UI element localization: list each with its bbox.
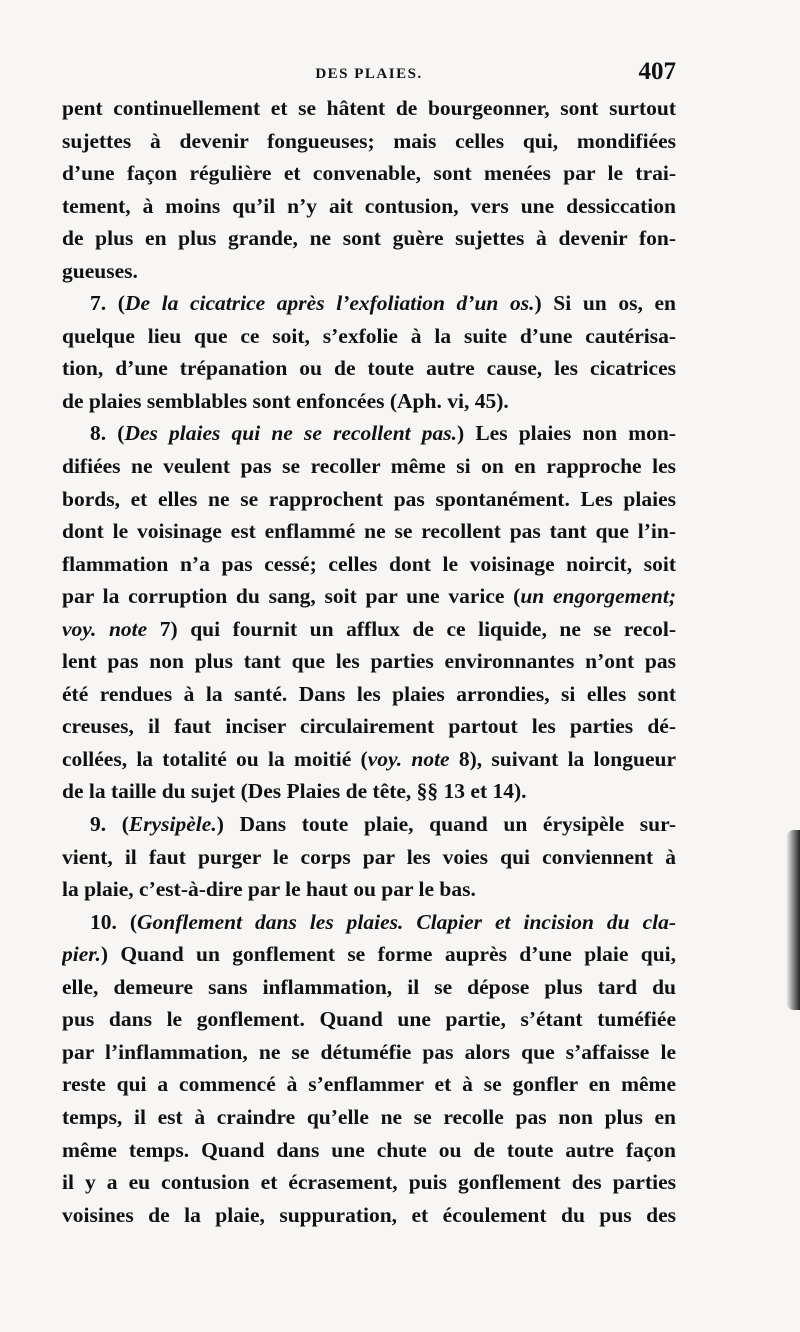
text-segment: même temps. Quand dans une chute ou de toute autre façon [62,1137,676,1162]
text-segment: 8), suivant la longueur [449,746,676,771]
text-line [62,841,676,874]
page-header [62,58,676,92]
text-line [62,1068,676,1101]
italic-text: Gonflement dans les plaies. Clapier et incision du cla- [137,909,676,934]
text-line [62,873,676,906]
text-segment: il y a eu contusion et écrasement, puis gonflement des parties [62,1170,676,1195]
text-segment: difiées ne veulent pas se recoller même si on en rapproche les [62,454,676,479]
text-segment: lent pas non plus tant que les parties environnantes n’ont pas [62,649,676,674]
text-segment: sujettes à devenir fongueuses; mais celles qui, mondifiées [62,128,676,153]
text-segment: creuses, il faut inciser circulairement partout les parties dé- [62,714,676,739]
page-number: 407 [638,58,676,85]
text-segment: 7) qui fournit un afflux de ce liquide, ne se recol- [147,616,676,641]
text-segment: de plus en plus grande, ne sont guère sujettes à devenir fon- [62,226,676,251]
text-line [62,971,676,1004]
text-line [62,1166,676,1199]
text-line [62,645,676,678]
text-line [62,678,676,711]
text-segment: de plaies semblables sont enfoncées (Aph. vi, 45). [62,388,509,413]
page-edge-shadow [786,830,800,1010]
text-line [62,450,676,483]
text-segment: elle, demeure sans inflammation, il se dépose plus tard du [62,974,676,999]
text-line [62,1003,676,1036]
text-segment: ) Les plaies non mon- [457,421,676,446]
text-segment: pus dans le gonflement. Quand une partie, s’étant tuméfiée [62,1007,676,1032]
text-line [62,385,676,418]
text-line [62,320,676,353]
text-segment: vient, il faut purger le corps par les voies qui conviennent à [62,844,676,869]
text-segment: voisines de la plaie, suppuration, et écoulement du pus des [62,1202,676,1227]
text-line [62,1101,676,1134]
text-line [62,1134,676,1167]
text-segment: quelque lieu que ce soit, s’exfolie à la suite d’une cautérisa- [62,323,676,348]
text-line [62,775,676,808]
text-line [62,515,676,548]
italic-text: De la cicatrice après l’exfoliation d’un os. [124,291,535,316]
italic-text: voy. note [367,746,450,771]
text-line [62,1036,676,1069]
text-line [62,743,676,776]
italic-text: un engorgement; [520,584,676,609]
text-segment: dont le voisinage est enflammé ne se recollent pas tant que l’in- [62,519,676,544]
text-line [62,352,676,385]
text-segment: ) Si un os, en [534,291,676,316]
text-segment: gueuses. [62,258,138,283]
text-line [62,1199,676,1232]
text-segment: 7. ( [90,291,125,316]
text-line [62,222,676,255]
text-segment: 9. ( [90,812,129,837]
text-segment: tion, d’une trépanation ou de toute autre cause, les cicatrices [62,356,676,381]
text-line [62,808,676,841]
text-segment: reste qui a commencé à s’enflammer et à se gonfler en même [62,1072,676,1097]
text-segment: été rendues à la santé. Dans les plaies arrondies, si elles sont [62,681,676,706]
body-text [62,92,676,1231]
text-segment: ) Dans toute plaie, quand un érysipèle sur- [216,812,676,837]
running-head: DES PLAIES. [315,66,423,82]
text-segment: par la corruption du sang, soit par une varice ( [62,584,521,609]
text-line [62,190,676,223]
text-line [62,710,676,743]
text-line [62,580,676,613]
text-segment: la plaie, c’est-à-dire par le haut ou par le bas. [62,877,476,902]
italic-text: Erysipèle. [128,812,217,837]
text-line [62,92,676,125]
text-line [62,287,676,320]
text-segment: flammation n’a pas cessé; celles dont le voisinage noircit, soit [62,551,676,576]
text-line [62,483,676,516]
text-segment: de la taille du sujet (Des Plaies de tête, §§ 13 et 14). [62,779,527,804]
italic-text: voy. note [62,616,148,641]
text-line [62,938,676,971]
text-line [62,548,676,581]
text-segment: 10. ( [90,909,137,934]
text-segment: par l’inflammation, ne se détuméfie pas alors que s’affaisse le [62,1039,676,1064]
text-segment: bords, et elles ne se rapprochent pas spontanément. Les plaies [62,486,676,511]
text-segment: d’une façon régulière et convenable, sont menées par le trai- [62,161,676,186]
italic-text: pier. [62,942,101,967]
text-line [62,906,676,939]
text-segment: 8. ( [90,421,125,446]
text-line [62,417,676,450]
text-line [62,255,676,288]
text-segment: temps, il est à craindre qu’elle ne se recolle pas non plus en [62,1104,676,1129]
italic-text: Des plaies qui ne se recollent pas. [124,421,458,446]
text-segment: collées, la totalité ou la moitié ( [62,746,368,771]
text-line [62,613,676,646]
text-segment: pent continuellement et se hâtent de bourgeonner, sont surtout [62,96,676,120]
text-segment: tement, à moins qu’il n’y ait contusion, vers une dessiccation [62,193,676,218]
text-segment: ) Quand un gonflement se forme auprès d’une plaie qui, [100,942,676,967]
text-line [62,125,676,158]
text-line [62,157,676,190]
